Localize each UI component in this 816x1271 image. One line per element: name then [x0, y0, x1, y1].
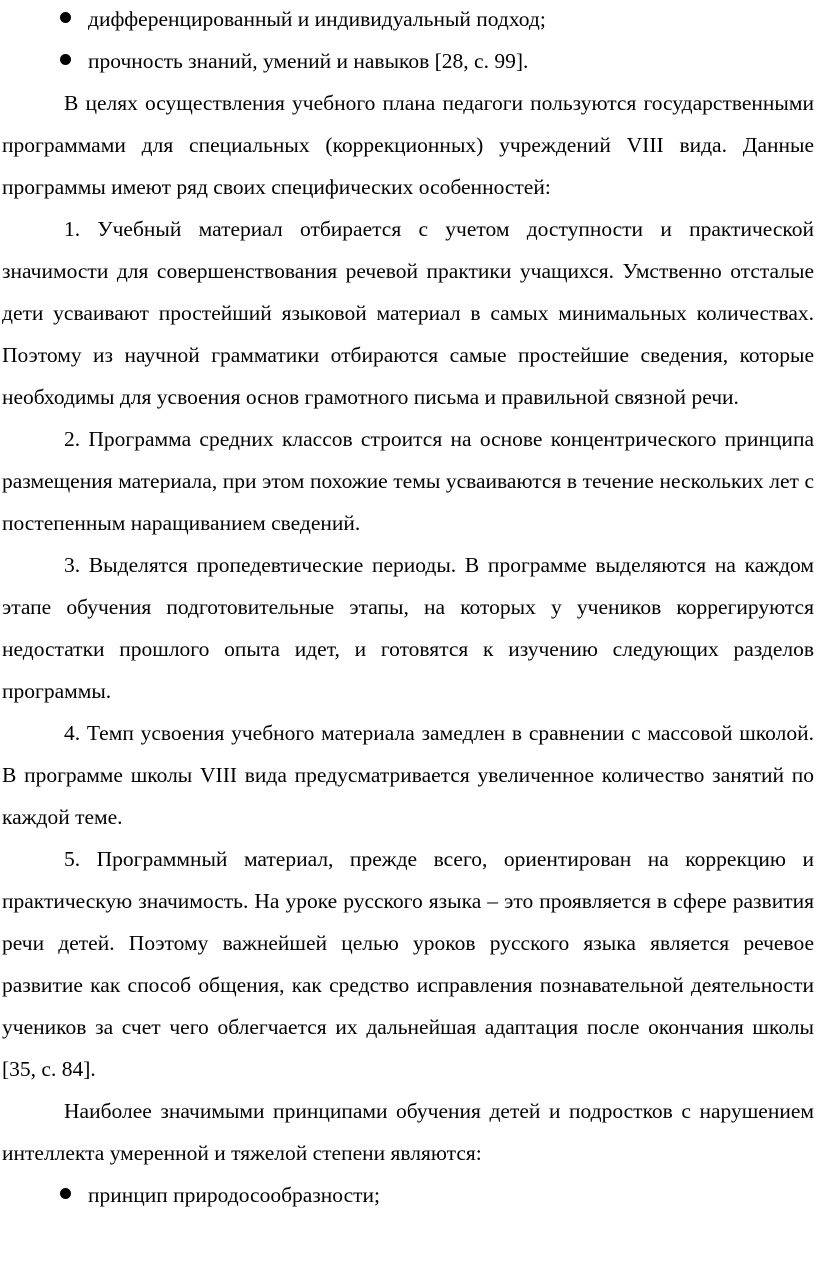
bullet-icon [60, 12, 71, 23]
numbered-paragraph: 4. Темп усвоения учебного материала замедлен в сравнении с массовой школой. В программе школы VIII вида предусматривается увеличенное количество занятий по каждой теме. [2, 721, 814, 829]
bullet-item [2, 1174, 814, 1216]
numbered-paragraph: 1. Учебный материал отбирается с учетом доступности и практической значимости для совершенствования речевой практики учащихся. Умственно отсталые дети усваивают простейший языковой материал в самых минимальных количествах. Поэтому из научной грамматики отбираются самые простейшие сведения, которые необходимы для усвоения основ грамотного письма и правильной связной речи. [2, 217, 814, 409]
principles-intro-paragraph: Наиболее значимыми принципами обучения детей и подростков с нарушением интеллекта умеренной и тяжелой степени являются: [2, 1099, 814, 1165]
bullet-item [2, 40, 814, 82]
bullet-item [2, 0, 814, 40]
bullet-icon [60, 1188, 71, 1199]
numbered-paragraph: 5. Программный материал, прежде всего, ориентирован на коррекцию и практическую значимость. На уроке русского языка – это проявляется в сфере развития речи детей. Поэтому важнейшей целью уроков русского языка является речевое развитие как способ общения, как средство исправления познавательной деятельности учеников за счет чего облегчается их дальнейшая адаптация после окончания школы [35, с. 84]. [2, 847, 814, 1081]
bullet-text: прочность знаний, умений и навыков [28, с. 99]. [88, 49, 529, 73]
bullet-text: дифференцированный и индивидуальный подход; [88, 7, 546, 31]
bullet-text: принцип природосообразности; [88, 1183, 381, 1207]
numbered-paragraph: 2. Программа средних классов строится на основе концентрического принципа размещения материала, при этом похожие темы усваиваются в течение нескольких лет с постепенным наращиванием сведений. [2, 427, 814, 535]
numbered-paragraph: 3. Выделятся пропедевтические периоды. В программе выделяются на каждом этапе обучения подготовительные этапы, на которых у учеников коррегируются недостатки прошлого опыта идет, и готовятся к изучению следующих разделов программы. [2, 553, 814, 703]
bullet-icon [60, 54, 71, 65]
intro-paragraph: В целях осуществления учебного плана педагоги пользуются государственными программами для специальных (коррекционных) учреждений VIII вида. Данные программы имеют ряд своих специфических особенностей: [2, 91, 814, 199]
